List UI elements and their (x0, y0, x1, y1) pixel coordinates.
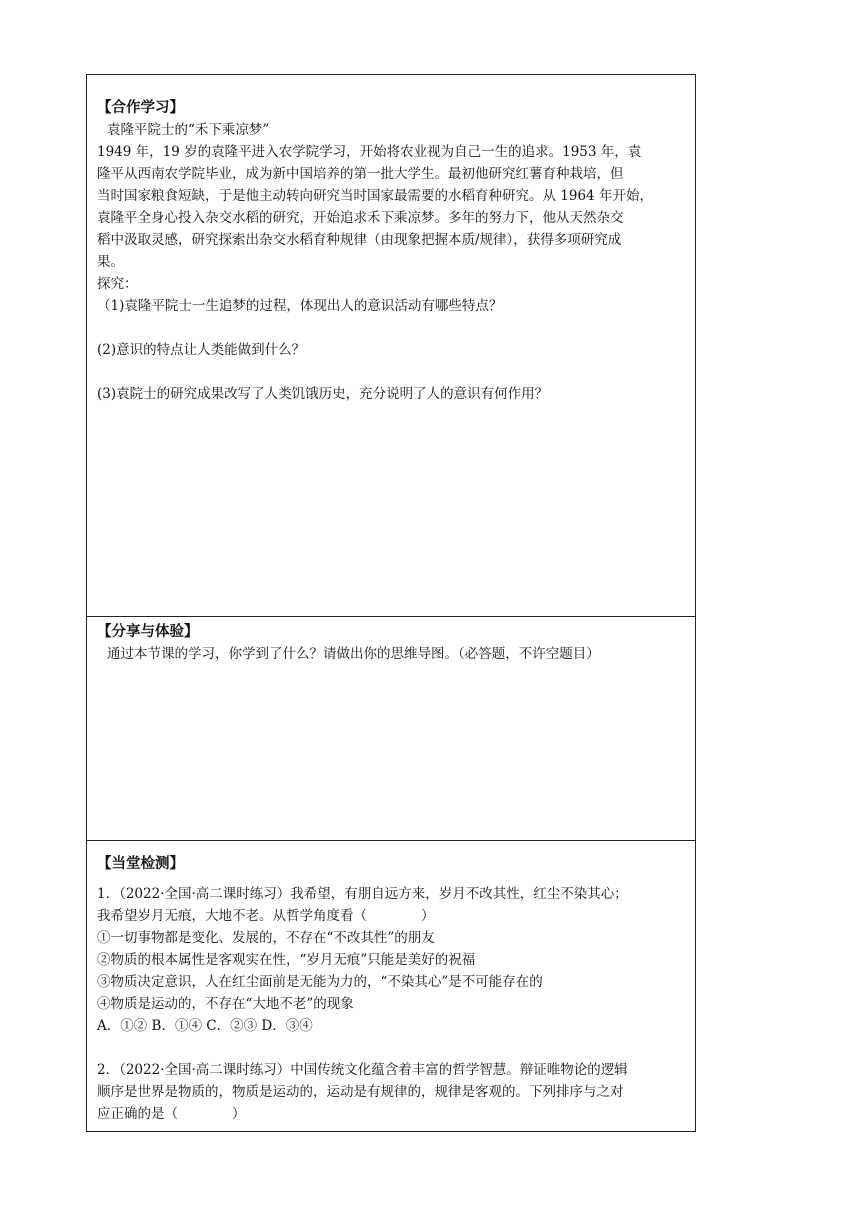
cooperative-learning-cell (87, 75, 695, 617)
question-3: (3)袁院士的研究成果改写了人类饥饿历史，充分说明了人的意识有何作用？ (97, 386, 549, 402)
test-heading: 【当堂检测】 (97, 856, 184, 872)
case-title: 袁隆平院士的“禾下乘凉梦” (107, 122, 270, 138)
test-q1-option: ④物质是运动的，不存在“大地不老”的现象 (97, 996, 354, 1012)
test-q1-option: ①一切事物都是变化、发展的，不存在“不改其性”的朋友 (97, 930, 435, 946)
test-q1-choices: A．①② B．①④ C．②③ D．③④ (97, 1018, 313, 1034)
case-paragraph-line: 1949 年，19 岁的袁隆平进入农学院学习，开始将农业视为自己一生的追求。1953 年，袁 (97, 144, 642, 160)
test-q1-option: ③物质决定意识，人在红尘面前是无能为力的，“不染其心”是不可能存在的 (97, 974, 543, 990)
test-q1-option: ②物质的根本属性是客观实在性，“岁月无痕”只能是美好的祝福 (97, 952, 476, 968)
share-prompt: 通过本节课的学习，你学到了什么？请做出你的思维导图。（必答题，不许空题目） (107, 646, 600, 662)
case-paragraph-line: 袁隆平全身心投入杂交水稻的研究，开始追求禾下乘凉梦。多年的努力下，他从天然杂交 (97, 210, 624, 226)
share-heading: 【分享与体验】 (97, 624, 199, 640)
test-q2-line: 应正确的是（ ） (97, 1106, 246, 1122)
case-paragraph-line: 当时国家粮食短缺，于是他主动转向研究当时国家最需要的水稻育种研究。从 1964 年开始， (97, 188, 653, 204)
cooperative-learning-heading: 【合作学习】 (97, 100, 184, 116)
worksheet-table (86, 74, 696, 1132)
test-q2-line: 2．（2022·全国·高二课时练习）中国传统文化蕴含着丰富的哲学智慧。辩证唯物论的逻辑 (97, 1062, 628, 1078)
in-class-test-cell (87, 841, 695, 1131)
test-q1-line: 1．（2022·全国·高二课时练习）我希望，有朋自远方来，岁月不改其性，红尘不染其心； (97, 886, 628, 902)
explore-label: 探究： (97, 276, 138, 292)
question-1: （1)袁隆平院士一生追梦的过程，体现出人的意识活动有哪些特点？ (97, 298, 503, 314)
case-paragraph-line: 果。 (97, 254, 124, 270)
case-paragraph-line: 隆平从西南农学院毕业，成为新中国培养的第一批大学生。最初他研究红薯育种栽培，但 (97, 166, 624, 182)
question-2: (2)意识的特点让人类能做到什么？ (97, 342, 306, 358)
case-paragraph-line: 稻中汲取灵感，研究探索出杂交水稻育种规律（由现象把握本质/规律），获得多项研究成 (97, 232, 622, 248)
test-q2-line: 顺序是世界是物质的，物质是运动的，运动是有规律的，规律是客观的。下列排序与之对 (97, 1084, 624, 1100)
test-q1-line: 我希望岁月无痕，大地不老。从哲学角度看（ ） (97, 908, 435, 924)
share-experience-cell (87, 617, 695, 841)
